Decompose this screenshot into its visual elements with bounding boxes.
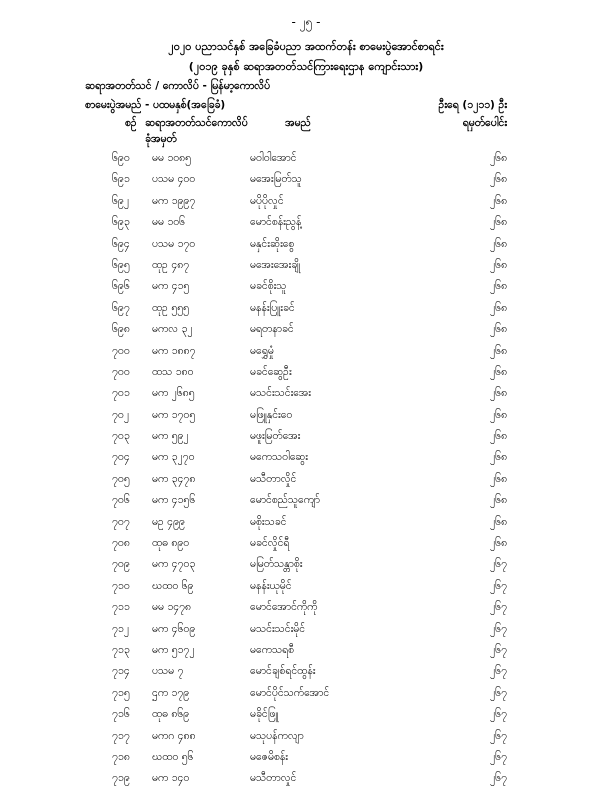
row-number: ၇၀၉	[112, 558, 130, 571]
total-marks: ၂၆၈	[490, 408, 508, 421]
table-row	[0, 623, 612, 644]
row-number: ၆၉၀	[112, 152, 130, 164]
column-header-roll-sub: ခုံအမှတ်	[145, 133, 177, 145]
total-marks: ၂၆၈	[490, 344, 508, 357]
candidate-name: မစိုးသခင်	[250, 515, 287, 528]
results-table	[0, 152, 612, 794]
total-marks: ၂၆၈	[490, 280, 508, 293]
candidate-name: မသီတာလှိုင်	[250, 472, 297, 485]
roll-number: မက ၅၁၇၂	[152, 643, 195, 656]
roll-number: မဥ ၄၉၉	[152, 515, 185, 528]
table-row	[0, 323, 612, 344]
roll-number: ဃထဝ ၅၆	[152, 750, 194, 763]
roll-number: ဃထဝ ၆၉	[152, 579, 194, 592]
row-number: ၇၀၇	[112, 515, 130, 528]
total-marks: ၂၆၇	[490, 772, 507, 785]
candidate-name: မနန်းယုမိုင်	[250, 579, 292, 592]
row-number: ၇၁၈	[112, 750, 130, 763]
location-line: ဆရာအတတ်သင် / ကောလိပ် - မြန်မာ့ကောလိပ်	[85, 80, 271, 92]
candidate-name: မောင်အောင်ကိုကို	[250, 601, 318, 614]
total-marks: ၂၆၈	[490, 194, 508, 207]
candidate-name: မနန်းပြူးခင်	[250, 301, 295, 314]
roll-number: မက ၁၄၀	[152, 772, 190, 785]
candidate-name: မရတနာခင်	[250, 323, 294, 336]
total-marks: ၂၆၈	[490, 152, 508, 164]
row-number: ၇၀၀	[112, 365, 130, 378]
document-subtitle: (၂၀၁၉ ခုနှစ် ဆရာအတတ်သင်ကြားရေးဌာန ကျောင်းသား)	[188, 60, 424, 73]
total-marks: ၂၆၈	[490, 258, 508, 271]
total-marks: ၂၆၇	[490, 729, 507, 742]
total-marks: ၂၆၇	[490, 750, 507, 763]
table-row	[0, 751, 612, 772]
row-number: ၆၉၃	[112, 216, 130, 229]
candidate-name: မသင်းသင်းအေး	[250, 387, 311, 400]
table-row	[0, 516, 612, 537]
roll-number: ပသမ ၁၇၀	[152, 237, 196, 250]
roll-number: မက ၃၂၇၀	[152, 451, 195, 464]
row-number: ၆၉၆	[112, 280, 130, 293]
roll-number: ထုဓ ၈၆၉	[152, 708, 190, 721]
candidate-name: မသီတာလှုင်	[250, 772, 297, 785]
table-row	[0, 473, 612, 494]
row-number: ၇၀၆	[112, 494, 130, 507]
row-number: ၇၀၂	[112, 408, 129, 421]
table-row	[0, 494, 612, 515]
roll-number: မက ၄၁၅	[152, 280, 190, 293]
table-row	[0, 409, 612, 430]
table-row	[0, 601, 612, 622]
candidate-name: မကေသရစီ	[250, 643, 295, 656]
table-row	[0, 644, 612, 665]
row-number: ၇၁၀	[112, 579, 130, 592]
row-number: ၇၀၈	[112, 537, 130, 550]
roll-number: ထုဥ ၄၈၇	[152, 258, 190, 271]
roll-number: ထုဓ ၈၉၀	[152, 537, 190, 550]
candidate-name: မောင်ပိုင်သက်အောင်	[250, 686, 330, 699]
total-marks: ၂၆၈	[490, 173, 508, 186]
total-marks: ၂၆၈	[490, 216, 508, 229]
candidate-name: မရွှေမှုံ	[250, 344, 274, 357]
table-row	[0, 238, 612, 259]
roll-number: ပသမ ၇	[152, 665, 184, 678]
table-row	[0, 772, 612, 793]
table-row	[0, 152, 612, 173]
row-number: ၇၁၉	[112, 772, 130, 785]
roll-number: မမ ၁၄၇၈	[152, 601, 192, 614]
row-number: ၇၀၄	[112, 451, 130, 464]
total-marks: ၂၆၈	[490, 515, 508, 528]
table-row	[0, 173, 612, 194]
roll-number: မကဂ ၄၈၈	[152, 729, 196, 742]
roll-number: မက ၃၄၇၈	[152, 472, 196, 485]
row-number: ၇၁၅	[112, 686, 130, 699]
candidate-name: မသင်းသင်းမိုင်	[250, 622, 306, 635]
row-number: ၇၁၃	[112, 643, 130, 656]
row-number: ၇၁၇	[112, 729, 130, 742]
page-number: - ၂၅ -	[291, 15, 321, 29]
candidate-name: မကေသဝါဆွေး	[250, 451, 308, 464]
row-number: ၆၉၇	[112, 301, 130, 314]
table-row	[0, 216, 612, 237]
row-number: ၇၀၁	[112, 387, 130, 400]
table-row	[0, 430, 612, 451]
row-number: ၇၁၂	[112, 622, 129, 635]
row-number: ၇၁၆	[112, 708, 130, 721]
candidate-name: မအေးအေးချို	[250, 258, 301, 271]
roll-number: မက ၄၆၀၉	[152, 622, 196, 635]
roll-number: မက ၅၉၂	[152, 430, 189, 443]
roll-number: မက ၁၉၉၇	[152, 194, 196, 207]
candidate-name: မခင်ဆွေဦး	[250, 365, 292, 378]
total-marks: ၂၆၇	[490, 665, 507, 678]
roll-number: မက ၄၁၅၆	[152, 494, 196, 507]
row-number: ၆၉၈	[112, 323, 130, 336]
roll-number: မမ ၁၀၈၅	[152, 152, 192, 164]
total-marks: ၂၆၈	[490, 537, 508, 550]
row-number: ၇၀၃	[112, 430, 130, 443]
total-marks: ၂၆၈	[490, 430, 508, 443]
column-header-no: စဉ်	[125, 117, 137, 129]
roll-number: မက ၁၇၀၅	[152, 408, 196, 421]
candidate-name: မဝါဝါအောင်	[250, 152, 297, 164]
candidate-name: မဇေမိစန်း	[250, 750, 288, 763]
table-row	[0, 366, 612, 387]
total-marks: ၂၆၇	[490, 643, 507, 656]
total-marks: ၂၆၈	[490, 323, 508, 336]
table-row	[0, 259, 612, 280]
table-row	[0, 558, 612, 579]
table-row	[0, 345, 612, 366]
row-number: ၇၀၅	[112, 472, 130, 485]
candidate-name: မမြတ်သန္တာစိုး	[250, 558, 303, 571]
document-title: ၂၀၂၀ ပညာသင်နှစ် အခြေခံပညာ အထက်တန်း စာမေးပွဲအောင်စာရင်း	[168, 40, 444, 53]
table-row	[0, 537, 612, 558]
roll-number: မက ၁၈၈၇	[152, 344, 196, 357]
total-marks: ၂၆၈	[490, 237, 508, 250]
total-marks: ၂၆၇	[490, 579, 507, 592]
row-number: ၇၀၀	[112, 344, 130, 357]
table-row	[0, 451, 612, 472]
candidate-name: မနှင်းဆိုးစွေ	[250, 237, 295, 250]
roll-number: ပသမ ၄၀၀	[152, 173, 196, 186]
table-row	[0, 687, 612, 708]
candidate-name: မဖူးမြတ်အေး	[250, 430, 301, 443]
column-header-mark: ရမှတ်ပေါင်း	[462, 117, 507, 129]
candidate-name: မောင်စည်သူကျော်	[250, 494, 321, 507]
candidate-name: မဖြူနှင်းဝေ	[250, 408, 293, 421]
roll-number: ထသ ၁၈၀	[152, 365, 194, 378]
total-marks: ၂၆၇	[490, 601, 507, 614]
total-marks: ၂၆၇	[490, 708, 507, 721]
total-marks: ၂၆၈	[490, 472, 508, 485]
row-number: ၆၉၂	[112, 194, 129, 207]
table-row	[0, 580, 612, 601]
candidate-name: မပိုပိုလှုင်	[250, 194, 284, 207]
total-marks: ၂၆၇	[490, 686, 507, 699]
total-marks: ၂၆၈	[490, 387, 508, 400]
total-marks: ၂၆၈	[490, 494, 508, 507]
table-row	[0, 195, 612, 216]
row-number: ၇၁၁	[112, 601, 130, 614]
roll-number: မကလ ၃၂	[152, 323, 193, 336]
roll-number: မက ၄၇၀၃	[152, 558, 196, 571]
table-row	[0, 665, 612, 686]
total-marks: ၂၆၈	[490, 365, 508, 378]
row-number: ၆၉၄	[112, 237, 130, 250]
roll-number: မက ၂၆၈၅	[152, 387, 195, 400]
column-header-name: အမည်	[285, 117, 311, 129]
candidate-name: မခင်စိုးသူ	[250, 280, 287, 293]
candidate-name: မခင်လှိုင်ရီ	[250, 537, 290, 550]
table-row	[0, 730, 612, 751]
candidate-name: မခိုင်ဖြူ	[250, 708, 279, 721]
candidate-name: မောင်ချစ်ရင်ထွန်း	[250, 665, 316, 678]
total-marks: ၂၆၈	[490, 301, 508, 314]
row-number: ၆၉၁	[112, 173, 130, 186]
roll-number: မမ ၁၀၆	[152, 216, 186, 229]
total-marks: ၂၆၇	[490, 622, 507, 635]
column-header-roll: ဆရာအတတ်သင်ကောလိပ်	[145, 117, 248, 129]
roll-number: ဌက ၁၇၉	[152, 686, 190, 699]
row-number: ၆၉၅	[112, 258, 130, 271]
candidate-name: မောင်စန်းညွန့်	[250, 216, 302, 229]
table-row	[0, 387, 612, 408]
table-row	[0, 302, 612, 323]
candidate-name: မအေးမြတ်သူ	[250, 173, 302, 186]
total-marks: ၂၆၈	[490, 451, 508, 464]
subject-line: စာမေးပွဲအမည် - ပထမနှစ်(အခြေခံ)	[85, 99, 226, 111]
table-row	[0, 708, 612, 729]
table-row	[0, 280, 612, 301]
row-number: ၇၁၄	[112, 665, 130, 678]
roll-number: ထုဥ ၅၅၅	[152, 301, 190, 314]
candidate-name: မသုပန်ကလျာ	[250, 729, 304, 742]
total-marks: ၂၆၇	[490, 558, 507, 571]
seat-count: ဦးရေ (၁၂၁၁) ဦး	[438, 99, 507, 111]
